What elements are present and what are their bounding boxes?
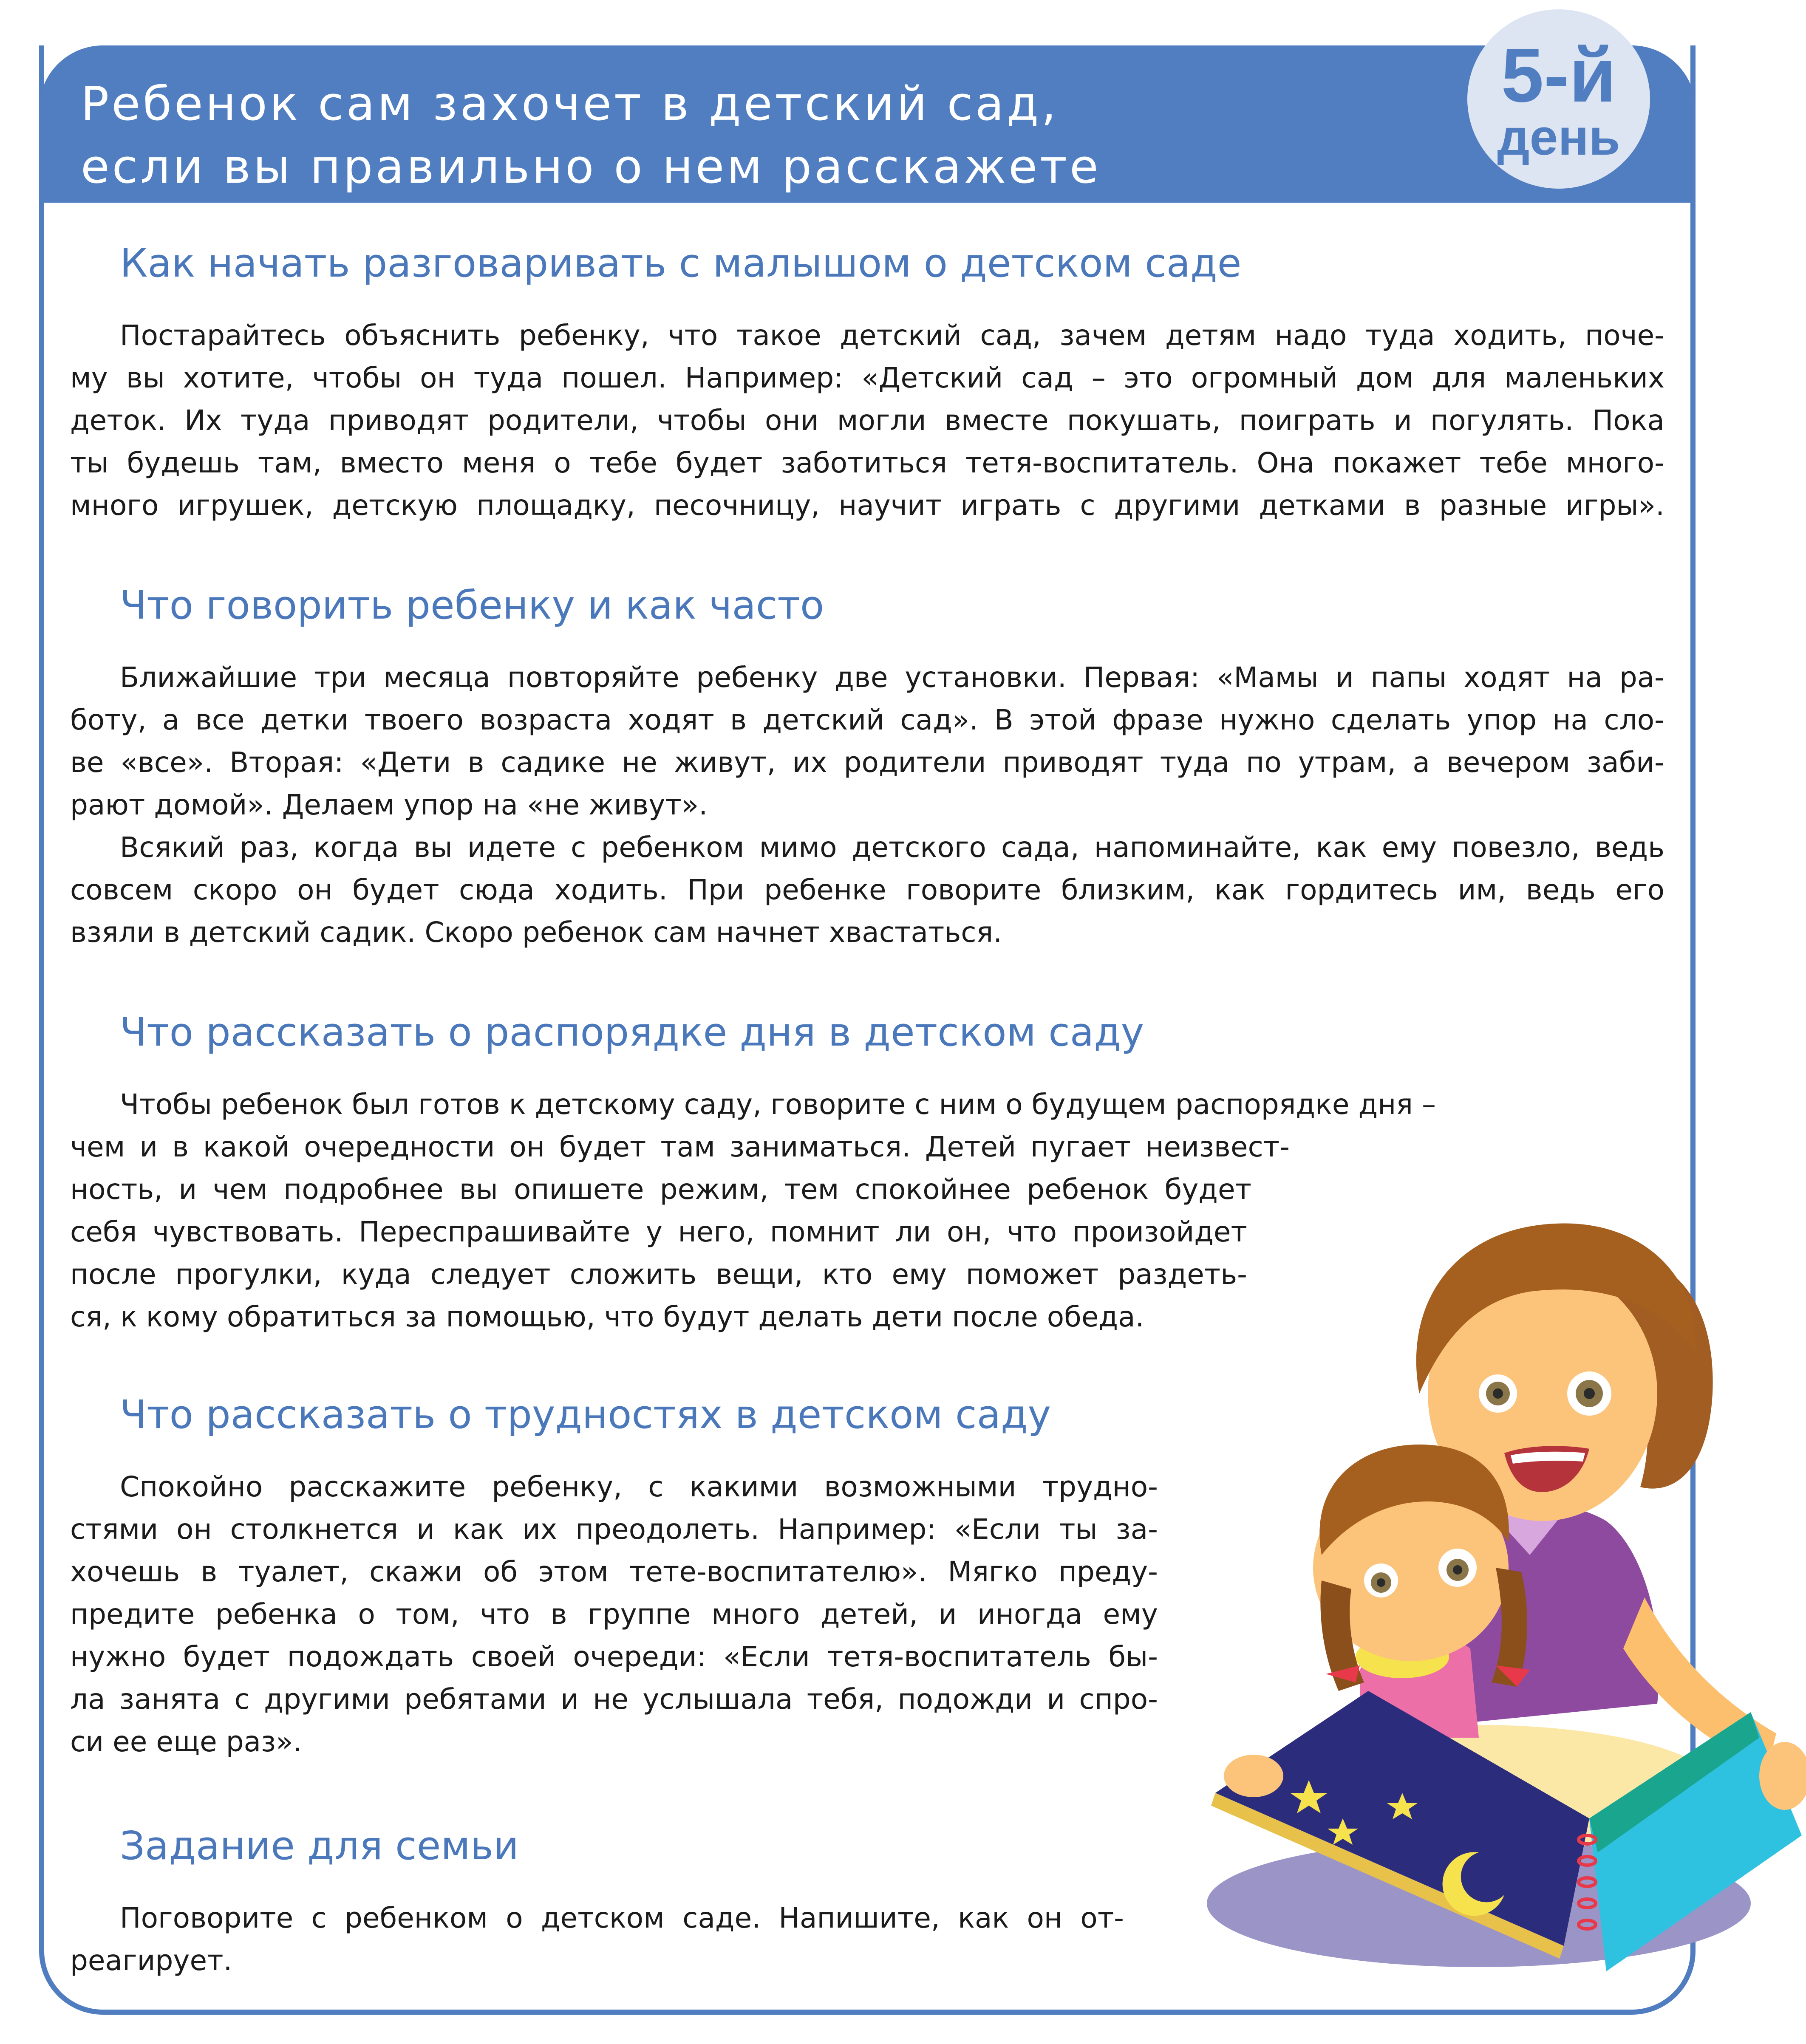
text-line: совсем скоро он будет сюда ходить. При ребенке говорите близким, как гордитесь им, ведь его <box>70 874 1664 906</box>
text-line: Ближайшие три месяца повторяйте ребенку две установки. Первая: «Мамы и папы ходят на ра- <box>120 661 1664 694</box>
text-line: ность, и чем подробнее вы опишете режим, тем спокойнее ребенок будет <box>70 1173 1251 1206</box>
day-label: день <box>1497 109 1620 166</box>
section-paragraph <box>70 656 1664 954</box>
text-line: после прогулки, куда следует сложить вещи, кто ему поможет раздеть- <box>70 1258 1247 1291</box>
text-line: деток. Их туда приводят родители, чтобы они могли вместе покушать, поиграть и погулять. Пока <box>70 404 1664 437</box>
section-heading: Что рассказать о трудностях в детском саду <box>120 1392 1051 1437</box>
text-line: реагирует. <box>70 1944 232 1977</box>
day-number: 5-й <box>1501 33 1616 118</box>
text-line: ла занята с другими ребятами и не услышала тебя, подожди и спро- <box>70 1683 1158 1716</box>
text-line: Спокойно расскажите ребенку, с какими возможными трудно- <box>120 1470 1158 1503</box>
section-heading: Задание для семьи <box>120 1823 519 1869</box>
text-line: чем и в какой очередности он будет там заниматься. Детей пугает неизвест- <box>70 1131 1290 1163</box>
text-line: ты будешь там, вместо меня о тебе будет заботиться тетя-воспитатель. Она покажет тебе много- <box>70 447 1664 479</box>
text-line: себя чувствовать. Переспрашивайте у него, помнит ли он, что произойдет <box>70 1216 1247 1248</box>
text-line: стями он столкнется и как их преодолеть. Например: «Если ты за- <box>70 1513 1158 1546</box>
text-line: ся, к кому обратиться за помощью, что будут делать дети после обеда. <box>70 1300 1144 1333</box>
text-line: ве «все». Вторая: «Дети в садике не живут, их родители приводят туда по утрам, а вечером заби- <box>70 746 1664 779</box>
page-title-line-1: Ребенок сам захочет в детский сад, <box>81 76 1059 131</box>
text-line: му вы хотите, чтобы он туда пошел. Например: «Детский сад – это огромный дом для маленьких <box>70 362 1664 394</box>
text-line: си ее еще раз». <box>70 1725 302 1758</box>
section-paragraph <box>70 1466 1158 1763</box>
section-heading: Что говорить ребенку и как часто <box>120 582 824 628</box>
text-line: хочешь в туалет, скажи об этом тете-воспитателю». Мягко преду- <box>70 1555 1158 1588</box>
text-line: рают домой». Делаем упор на «не живут». <box>70 789 708 821</box>
section-paragraph <box>70 1897 1124 1982</box>
text-line: Чтобы ребенок был готов к детскому саду, говорите с ним о будущем распорядке дня – <box>120 1088 1436 1121</box>
text-line: боту, а все детки твоего возраста ходят в детский сад». В этой фразе нужно сделать упор на сло- <box>70 704 1664 736</box>
text-line: Всякий раз, когда вы идете с ребенком мимо детского сада, напоминайте, как ему повезло, ведь <box>120 831 1664 864</box>
text-line: много игрушек, детскую площадку, песочницу, научит играть с другими детками в разные игры». <box>70 489 1664 522</box>
page-title-line-2: если вы правильно о нем расскажете <box>81 139 1101 194</box>
section-heading: Что рассказать о распорядке дня в детском саду <box>120 1009 1144 1055</box>
section-paragraph <box>70 314 1664 527</box>
text-line: Поговорите с ребенком о детском саде. Напишите, как он от- <box>120 1902 1124 1934</box>
text-line: Постарайтесь объяснить ребенку, что такое детский сад, зачем детям надо туда ходить, поче- <box>120 319 1664 352</box>
text-line: взяли в детский садик. Скоро ребенок сам начнет хвастаться. <box>70 916 1002 949</box>
section-heading: Как начать разговаривать с малышом о детском саде <box>120 240 1242 286</box>
mother-and-daughter-reading-book-illustration <box>1181 1173 1806 2014</box>
text-line: нужно будет подождать своей очереди: «Если тетя-воспитатель бы- <box>70 1640 1158 1673</box>
text-line: предите ребенка о том, что в группе много детей, и иногда ему <box>70 1598 1158 1631</box>
